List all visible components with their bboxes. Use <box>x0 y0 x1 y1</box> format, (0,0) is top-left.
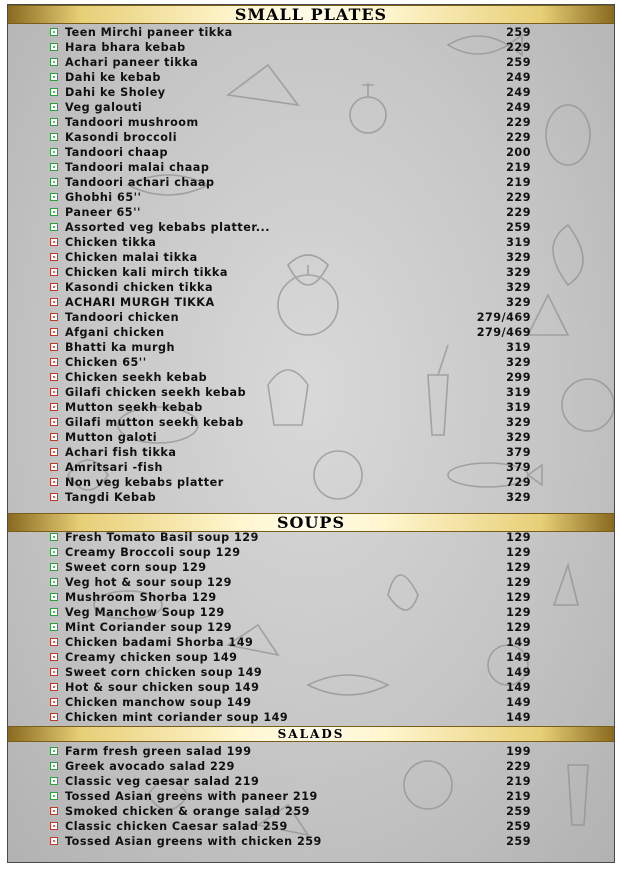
menu-item <box>8 325 614 340</box>
menu-item-price: 299 <box>506 371 531 384</box>
menu-item-price: 319 <box>506 236 531 249</box>
menu-item-name: Greek avocado salad 229 <box>65 760 235 773</box>
menu-item-name: Achari paneer tikka <box>65 56 199 69</box>
veg-mark-icon <box>50 73 58 81</box>
menu-item <box>8 340 614 355</box>
menu-item-price: 319 <box>506 386 531 399</box>
menu-item-price: 329 <box>506 491 531 504</box>
menu-item-price: 249 <box>506 86 531 99</box>
menu-item <box>8 774 614 789</box>
menu-item-price: 259 <box>506 835 531 848</box>
menu-item-price: 319 <box>506 341 531 354</box>
menu-item-price: 259 <box>506 820 531 833</box>
menu-item-name: Chicken badami Shorba 149 <box>65 636 254 649</box>
veg-mark-icon <box>50 88 58 96</box>
menu-item <box>8 680 614 695</box>
menu-item <box>8 620 614 635</box>
menu-item-price: 149 <box>506 666 531 679</box>
veg-mark-icon <box>50 533 58 541</box>
menu-item-name: Smoked chicken & orange salad 259 <box>65 805 310 818</box>
menu-item-name: Sweet corn soup 129 <box>65 561 207 574</box>
nonveg-mark-icon <box>50 253 58 261</box>
menu-item-price: 229 <box>506 131 531 144</box>
menu-item-name: Tandoori mushroom <box>65 116 199 129</box>
nonveg-mark-icon <box>50 807 58 815</box>
nonveg-mark-icon <box>50 343 58 351</box>
menu-item <box>8 430 614 445</box>
menu-item-price: 279/469 <box>476 326 531 339</box>
menu-item-name: Tandoori achari chaap <box>65 176 215 189</box>
menu-item-name: Dahi ke kebab <box>65 71 161 84</box>
menu-item <box>8 545 614 560</box>
veg-mark-icon <box>50 193 58 201</box>
menu-item <box>8 575 614 590</box>
menu-item <box>8 819 614 834</box>
menu-item-price: 129 <box>506 591 531 604</box>
menu-item <box>8 205 614 220</box>
veg-mark-icon <box>50 548 58 556</box>
menu-item <box>8 460 614 475</box>
nonveg-mark-icon <box>50 328 58 336</box>
menu-item <box>8 370 614 385</box>
menu-item <box>8 530 614 545</box>
menu-item <box>8 40 614 55</box>
menu-item-price: 129 <box>506 546 531 559</box>
menu-item-name: Teen Mirchi paneer tikka <box>65 26 233 39</box>
menu-item-price: 379 <box>506 461 531 474</box>
soups-list <box>8 530 614 725</box>
menu-item-price: 149 <box>506 651 531 664</box>
menu-item-name: Classic chicken Caesar salad 259 <box>65 820 288 833</box>
menu-item <box>8 590 614 605</box>
menu-item-name: Gilafi chicken seekh kebab <box>65 386 247 399</box>
menu-item-name: Non veg kebabs platter <box>65 476 224 489</box>
menu-item-name: Mutton galoti <box>65 431 158 444</box>
menu-item <box>8 130 614 145</box>
menu-item-name: Sweet corn chicken soup 149 <box>65 666 263 679</box>
menu-item-price: 219 <box>506 176 531 189</box>
small-plates-list <box>8 25 614 505</box>
menu-item-name: Assorted veg kebabs platter... <box>65 221 270 234</box>
menu-item-price: 149 <box>506 711 531 724</box>
menu-item-price: 329 <box>506 416 531 429</box>
menu-item-name: Gilafi mutton seekh kebab <box>65 416 244 429</box>
nonveg-mark-icon <box>50 698 58 706</box>
nonveg-mark-icon <box>50 478 58 486</box>
menu-item-price: 219 <box>506 161 531 174</box>
menu-item-price: 259 <box>506 221 531 234</box>
menu-item-name: Fresh Tomato Basil soup 129 <box>65 531 259 544</box>
nonveg-mark-icon <box>50 373 58 381</box>
menu-item-price: 229 <box>506 191 531 204</box>
menu-item-name: Creamy Broccoli soup 129 <box>65 546 241 559</box>
menu-item-name: Mushroom Shorba 129 <box>65 591 217 604</box>
menu-item-name: Achari fish tikka <box>65 446 177 459</box>
nonveg-mark-icon <box>50 653 58 661</box>
nonveg-mark-icon <box>50 313 58 321</box>
menu-item-price: 200 <box>506 146 531 159</box>
menu-item-price: 329 <box>506 266 531 279</box>
menu-item-name: Tandoori chaap <box>65 146 169 159</box>
menu-item-name: Farm fresh green salad 199 <box>65 745 252 758</box>
menu-item <box>8 445 614 460</box>
veg-mark-icon <box>50 178 58 186</box>
veg-mark-icon <box>50 223 58 231</box>
menu-item-price: 229 <box>506 41 531 54</box>
menu-item-name: Chicken mint coriander soup 149 <box>65 711 289 724</box>
menu-item-name: Kasondi chicken tikka <box>65 281 214 294</box>
menu-item-name: Tandoori chicken <box>65 311 180 324</box>
nonveg-mark-icon <box>50 463 58 471</box>
nonveg-mark-icon <box>50 638 58 646</box>
menu-item-price: 129 <box>506 576 531 589</box>
veg-mark-icon <box>50 43 58 51</box>
menu-item-price: 329 <box>506 281 531 294</box>
menu-item-price: 219 <box>506 775 531 788</box>
menu-item-name: Chicken malai tikka <box>65 251 198 264</box>
menu-page <box>7 4 615 863</box>
menu-item-name: Chicken 65'' <box>65 356 147 369</box>
menu-item <box>8 265 614 280</box>
menu-item <box>8 490 614 505</box>
nonveg-mark-icon <box>50 358 58 366</box>
menu-item-price: 259 <box>506 805 531 818</box>
menu-item <box>8 310 614 325</box>
menu-item-name: Creamy chicken soup 149 <box>65 651 238 664</box>
menu-item-price: 149 <box>506 681 531 694</box>
menu-item <box>8 70 614 85</box>
nonveg-mark-icon <box>50 448 58 456</box>
menu-item-name: Bhatti ka murgh <box>65 341 175 354</box>
nonveg-mark-icon <box>50 268 58 276</box>
menu-item <box>8 415 614 430</box>
menu-item <box>8 115 614 130</box>
menu-item-name: Veg Manchow Soup 129 <box>65 606 225 619</box>
menu-item-price: 249 <box>506 71 531 84</box>
nonveg-mark-icon <box>50 433 58 441</box>
menu-item-name: Chicken manchow soup 149 <box>65 696 252 709</box>
nonveg-mark-icon <box>50 837 58 845</box>
menu-item <box>8 789 614 804</box>
menu-item-price: 199 <box>506 745 531 758</box>
menu-item <box>8 695 614 710</box>
nonveg-mark-icon <box>50 668 58 676</box>
veg-mark-icon <box>50 578 58 586</box>
menu-item-name: Tossed Asian greens with chicken 259 <box>65 835 322 848</box>
veg-mark-icon <box>50 762 58 770</box>
veg-mark-icon <box>50 747 58 755</box>
menu-item-name: Mutton seekh kebab <box>65 401 203 414</box>
menu-item <box>8 295 614 310</box>
menu-item-name: Kasondi broccoli <box>65 131 178 144</box>
menu-item-name: Ghobhi 65'' <box>65 191 142 204</box>
veg-mark-icon <box>50 792 58 800</box>
menu-item <box>8 560 614 575</box>
menu-item-price: 329 <box>506 251 531 264</box>
menu-item-name: Veg hot & sour soup 129 <box>65 576 232 589</box>
veg-mark-icon <box>50 208 58 216</box>
nonveg-mark-icon <box>50 822 58 830</box>
menu-item <box>8 250 614 265</box>
menu-item <box>8 100 614 115</box>
menu-item <box>8 665 614 680</box>
menu-item-price: 129 <box>506 561 531 574</box>
menu-item <box>8 190 614 205</box>
menu-item-price: 129 <box>506 606 531 619</box>
menu-item-name: Chicken seekh kebab <box>65 371 208 384</box>
menu-item <box>8 220 614 235</box>
menu-item <box>8 650 614 665</box>
menu-item <box>8 710 614 725</box>
veg-mark-icon <box>50 118 58 126</box>
menu-item <box>8 55 614 70</box>
menu-item <box>8 175 614 190</box>
menu-item-price: 129 <box>506 621 531 634</box>
menu-item <box>8 160 614 175</box>
veg-mark-icon <box>50 623 58 631</box>
menu-item-price: 259 <box>506 26 531 39</box>
veg-mark-icon <box>50 133 58 141</box>
menu-item-price: 229 <box>506 116 531 129</box>
menu-item-name: Classic veg caesar salad 219 <box>65 775 260 788</box>
menu-item <box>8 834 614 849</box>
menu-item <box>8 355 614 370</box>
menu-item-price: 329 <box>506 356 531 369</box>
menu-item-name: Paneer 65'' <box>65 206 141 219</box>
veg-mark-icon <box>50 148 58 156</box>
menu-item <box>8 25 614 40</box>
section-header-soups: SOUPS <box>8 513 614 532</box>
section-header-salads: SALADS <box>8 726 614 742</box>
menu-item <box>8 145 614 160</box>
menu-item <box>8 744 614 759</box>
menu-item-price: 259 <box>506 56 531 69</box>
menu-item-name: Hot & sour chicken soup 149 <box>65 681 260 694</box>
menu-item <box>8 759 614 774</box>
veg-mark-icon <box>50 103 58 111</box>
veg-mark-icon <box>50 163 58 171</box>
veg-mark-icon <box>50 563 58 571</box>
menu-item-price: 229 <box>506 206 531 219</box>
veg-mark-icon <box>50 777 58 785</box>
nonveg-mark-icon <box>50 403 58 411</box>
menu-item-name: Dahi ke Sholey <box>65 86 166 99</box>
menu-item-price: 249 <box>506 101 531 114</box>
menu-item <box>8 475 614 490</box>
nonveg-mark-icon <box>50 713 58 721</box>
menu-item-price: 219 <box>506 790 531 803</box>
nonveg-mark-icon <box>50 493 58 501</box>
menu-item-name: Veg galouti <box>65 101 143 114</box>
menu-item <box>8 635 614 650</box>
veg-mark-icon <box>50 28 58 36</box>
menu-item-name: Afgani chicken <box>65 326 165 339</box>
menu-item <box>8 280 614 295</box>
menu-item <box>8 605 614 620</box>
menu-item-price: 329 <box>506 431 531 444</box>
menu-item-price: 149 <box>506 696 531 709</box>
veg-mark-icon <box>50 593 58 601</box>
menu-item-name: Tangdi Kebab <box>65 491 157 504</box>
menu-item-name: Tandoori malai chaap <box>65 161 210 174</box>
menu-item-price: 329 <box>506 296 531 309</box>
menu-item-name: Chicken kali mirch tikka <box>65 266 228 279</box>
veg-mark-icon <box>50 58 58 66</box>
section-header-small-plates: SMALL PLATES <box>8 5 614 24</box>
menu-item-name: Hara bhara kebab <box>65 41 186 54</box>
menu-item-price: 379 <box>506 446 531 459</box>
menu-item-price: 279/469 <box>476 311 531 324</box>
nonveg-mark-icon <box>50 388 58 396</box>
nonveg-mark-icon <box>50 683 58 691</box>
nonveg-mark-icon <box>50 418 58 426</box>
menu-item-name: Amritsari -fish <box>65 461 163 474</box>
menu-item-name: Mint Coriander soup 129 <box>65 621 233 634</box>
menu-item-price: 229 <box>506 760 531 773</box>
menu-item-name: Tossed Asian greens with paneer 219 <box>65 790 318 803</box>
nonveg-mark-icon <box>50 283 58 291</box>
menu-item-price: 319 <box>506 401 531 414</box>
menu-item-price: 149 <box>506 636 531 649</box>
menu-item-price: 729 <box>506 476 531 489</box>
nonveg-mark-icon <box>50 298 58 306</box>
veg-mark-icon <box>50 608 58 616</box>
menu-item <box>8 400 614 415</box>
menu-item-price: 129 <box>506 531 531 544</box>
menu-item <box>8 235 614 250</box>
salads-list <box>8 744 614 849</box>
menu-item-name: ACHARI MURGH TIKKA <box>65 296 215 309</box>
nonveg-mark-icon <box>50 238 58 246</box>
menu-item-name: Chicken tikka <box>65 236 157 249</box>
menu-item <box>8 385 614 400</box>
menu-item <box>8 85 614 100</box>
menu-item <box>8 804 614 819</box>
